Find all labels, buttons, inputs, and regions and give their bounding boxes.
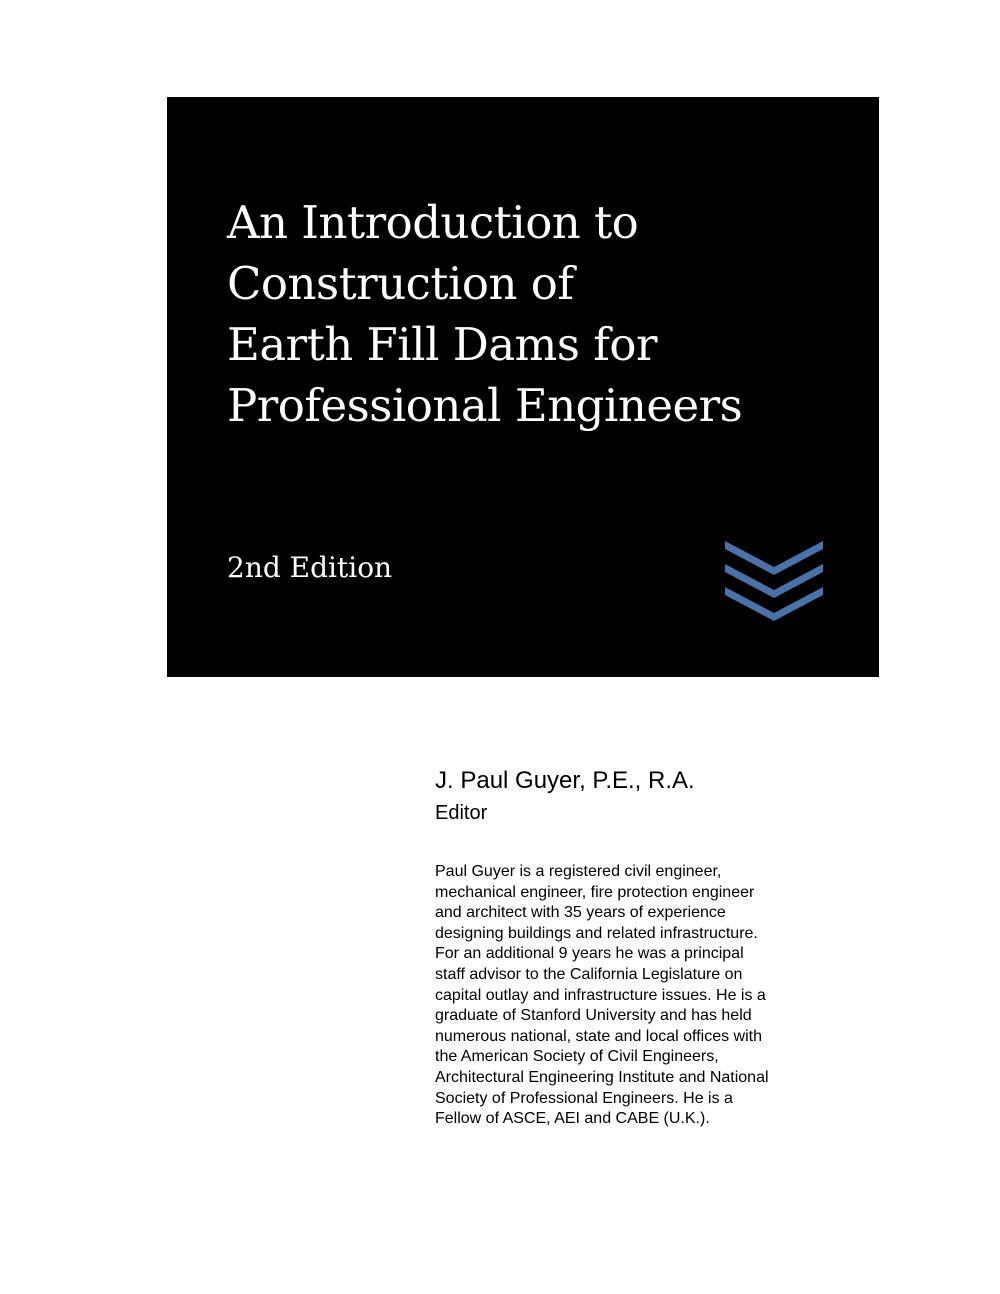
triple-chevron-down-icon (725, 535, 823, 625)
bio-line: and architect with 35 years of experience (435, 904, 726, 922)
book-title (227, 192, 847, 436)
bio-line: the American Society of Civil Engineers, (435, 1048, 719, 1066)
author-bio (435, 862, 855, 1130)
bio-line: capital outlay and infrastructure issues. He is a (435, 986, 766, 1004)
title-line-1: An Introduction to (227, 196, 639, 249)
bio-line: Fellow of ASCE, AEI and CABE (U.K.). (435, 1110, 710, 1128)
edition-label: 2nd Edition (227, 551, 393, 584)
bio-line: staff advisor to the California Legislature on (435, 965, 743, 983)
bio-line: Society of Professional Engineers. He is a (435, 1089, 733, 1107)
title-line-4: Professional Engineers (227, 379, 743, 432)
title-line-3: Earth Fill Dams for (227, 318, 657, 371)
title-line-2: Construction of (227, 257, 574, 310)
bio-line: designing buildings and related infrastructure. (435, 924, 758, 942)
chevron-1 (725, 541, 823, 575)
cover-panel (167, 97, 879, 677)
author-name: J. Paul Guyer, P.E., R.A. (435, 767, 695, 794)
bio-line: Paul Guyer is a registered civil engineer, (435, 863, 722, 880)
bio-line: mechanical engineer, fire protection engineer (435, 883, 755, 901)
bio-line: For an additional 9 years he was a principal (435, 945, 744, 963)
author-role: Editor (435, 802, 488, 824)
author-block (435, 764, 855, 1130)
bio-line: graduate of Stanford University and has held (435, 1007, 752, 1025)
bio-line: Architectural Engineering Institute and National (435, 1068, 769, 1086)
bio-line: numerous national, state and local offices with (435, 1027, 763, 1045)
